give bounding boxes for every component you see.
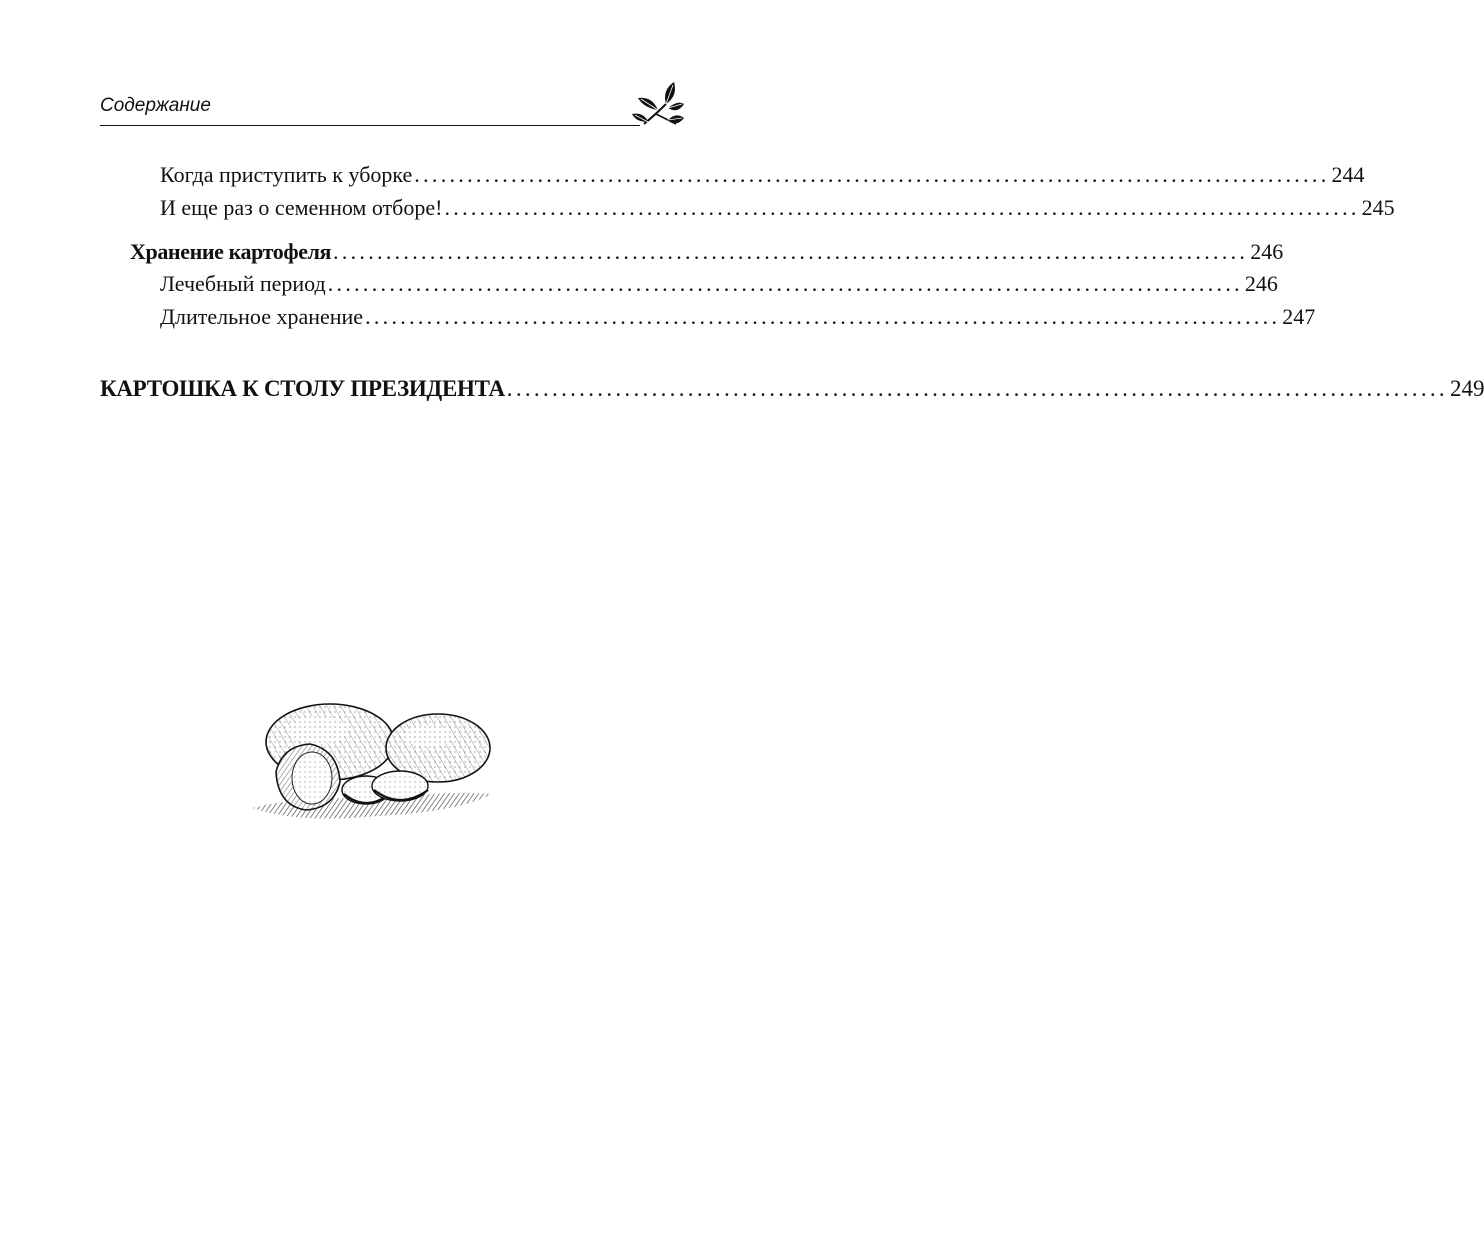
toc-entry-page: 246 xyxy=(1250,239,1284,264)
toc-leader-dots: ........................................................................................................ xyxy=(365,304,1281,329)
toc-entry-page: 249 xyxy=(1449,376,1484,401)
toc-leader-dots: ........................................................................................................ xyxy=(444,195,1360,220)
toc-entry-title: Лечебный период xyxy=(160,271,326,296)
toc-entry-title: Длительное хранение xyxy=(160,304,364,329)
leaf-sprig-icon xyxy=(632,78,684,134)
header-rule xyxy=(100,125,640,126)
toc-leader-dots: ........................................................................................................ xyxy=(414,162,1330,187)
toc-entry-title: Хранение картофеля xyxy=(130,239,332,264)
toc-chapter-entry[interactable] xyxy=(100,376,1484,402)
toc-leader-dots: ........................................................................................................ xyxy=(327,271,1243,296)
toc-leader-dots: ........................................................................................................ xyxy=(506,376,1448,401)
potato-illustration xyxy=(248,690,498,830)
toc-entry[interactable] xyxy=(160,195,1395,221)
toc-entry-title: И еще раз о семенном отборе! xyxy=(160,195,443,220)
running-header-title: Содержание xyxy=(100,95,211,116)
toc-entry-page: 247 xyxy=(1282,304,1316,329)
toc-entry-page: 246 xyxy=(1244,271,1278,296)
toc-entry-page: 244 xyxy=(1331,162,1365,187)
page-header xyxy=(100,92,640,126)
toc-entry[interactable] xyxy=(160,162,1365,188)
toc-entry[interactable] xyxy=(160,304,1316,330)
toc-entry[interactable] xyxy=(160,271,1278,297)
toc-entry-page: 245 xyxy=(1361,195,1395,220)
toc-leader-dots: ........................................................................................................ xyxy=(333,239,1249,264)
toc-section-entry[interactable] xyxy=(130,239,1284,265)
toc-entry-title: КАРТОШКА К СТОЛУ ПРЕЗИДЕНТА xyxy=(100,376,505,401)
toc-entry-title: Когда приступить к уборке xyxy=(160,162,413,187)
